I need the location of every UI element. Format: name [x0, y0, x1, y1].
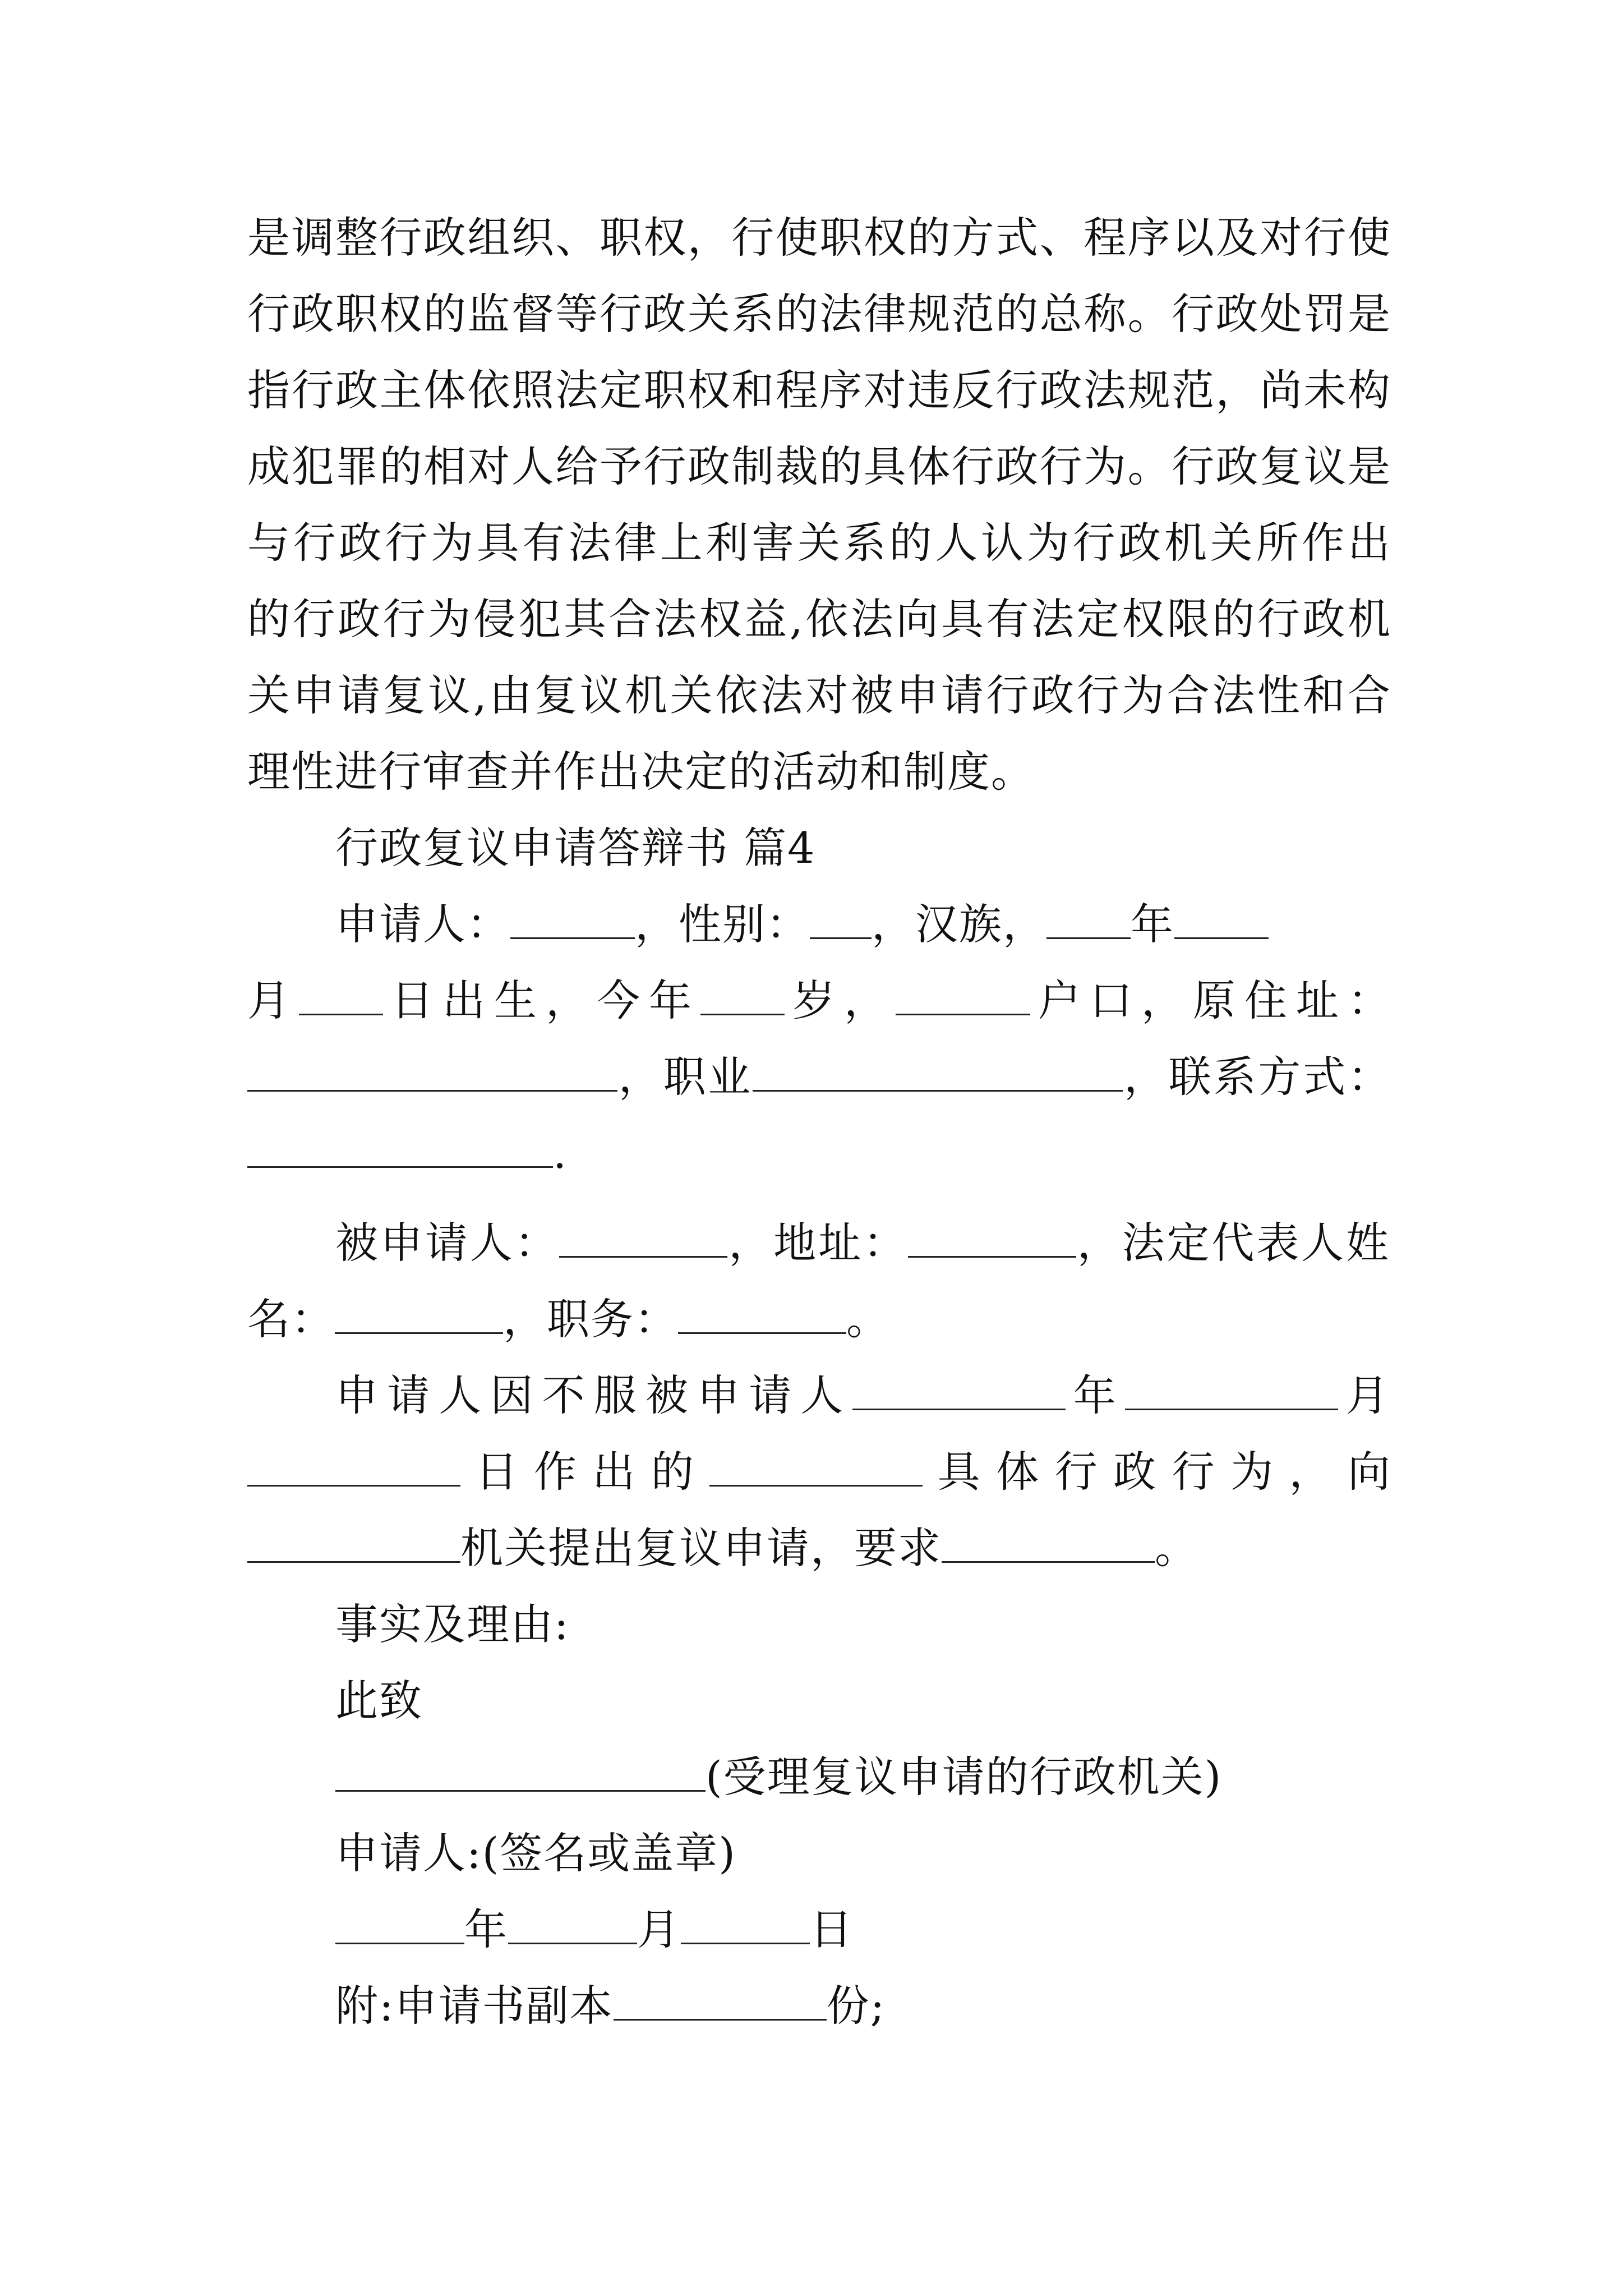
- born-text: 日出生，今年: [383, 976, 700, 1025]
- recipient-blank: [335, 1754, 706, 1792]
- request-demand-blank: [942, 1525, 1155, 1563]
- intro-line-8: 理性进行审查并作出决定的活动和制度。: [247, 747, 1035, 797]
- respondent-end: 。: [846, 1294, 890, 1344]
- age-blank: [700, 978, 785, 1015]
- applicant-line-1: [335, 896, 1390, 953]
- request-agency-blank: [247, 1525, 460, 1563]
- request-day-made: 日作出的: [460, 1447, 710, 1497]
- intro-line-5: 与行政行为具有法律上利害关系的人认为行政机关所作出: [247, 518, 1391, 568]
- respondent-blank: [559, 1220, 727, 1258]
- attachment-copies-blank: [614, 1983, 827, 2021]
- contact-end: .: [553, 1128, 568, 1178]
- respondent-label: 被申请人：: [335, 1218, 560, 1268]
- respondent-line-1: [335, 1215, 1390, 1271]
- request-end: 。: [1155, 1523, 1198, 1573]
- date-year: 年: [464, 1904, 508, 1954]
- salutation: 此致: [335, 1676, 423, 1726]
- attachment-unit: 份;: [826, 1981, 886, 2031]
- birth-month-blank-a: [1174, 901, 1269, 939]
- year-text: 年: [1131, 899, 1174, 949]
- applicant-label: 申请人：: [335, 899, 510, 949]
- request-text-1: 申请人因不服被申请人: [335, 1370, 852, 1420]
- request-act: 具体行政行为，向: [923, 1447, 1392, 1497]
- month-text: 月: [247, 976, 299, 1025]
- ethnic-text: ，汉族，: [872, 899, 1046, 949]
- intro-line-2: 行政职权的监督等行政关系的法律规范的总称。行政处罚是: [247, 289, 1391, 339]
- intro-line-7: 关申请复议,由复议机关依法对被申请行政行为合法性和合: [247, 670, 1391, 720]
- contact-blank: [247, 1130, 553, 1168]
- request-year: 年: [1065, 1370, 1125, 1420]
- gender-blank: [810, 901, 872, 939]
- date-day: 日: [810, 1904, 854, 1954]
- birth-day-blank: [299, 978, 383, 1015]
- intro-line-6: 的行政行为侵犯其合法权益,依法向具有法定权限的行政机: [247, 594, 1391, 644]
- request-line-1: [335, 1368, 1390, 1424]
- respondent-address-blank: [908, 1220, 1076, 1258]
- date-line: [335, 1902, 1390, 1958]
- date-year-blank: [335, 1907, 464, 1944]
- address-blank: [247, 1054, 617, 1092]
- signature-line: 申请人:(签名或盖章): [335, 1828, 736, 1878]
- recipient-note: (受理复议申请的行政机关): [706, 1752, 1223, 1802]
- facts-label: 事实及理由:: [335, 1599, 570, 1649]
- attachment-label: 附:申请书副本: [335, 1981, 614, 2031]
- intro-line-3: 指行政主体依照法定职权和程序对违反行政法规范，尚未构: [247, 365, 1391, 415]
- request-submit: 机关提出复议申请，要求: [460, 1523, 942, 1573]
- recipient-line: [335, 1749, 1390, 1805]
- date-day-blank: [681, 1907, 810, 1944]
- request-month-blank: [1125, 1373, 1338, 1410]
- birth-year-blank: [1046, 901, 1131, 939]
- rep-label-2: 名：: [247, 1294, 335, 1344]
- contact-label: ，联系方式：: [1123, 1052, 1392, 1102]
- household-text: 户口，原住址：: [1030, 976, 1391, 1025]
- respondent-line-2: [247, 1291, 1391, 1347]
- request-month: 月: [1338, 1370, 1390, 1420]
- job-label: ，职业: [617, 1052, 753, 1102]
- date-month: 月: [637, 1904, 681, 1954]
- address-label: ，地址：: [727, 1218, 908, 1268]
- age-text: 岁，: [785, 976, 896, 1025]
- applicant-line-3: [247, 1049, 1391, 1105]
- name-blank: [510, 901, 635, 939]
- applicant-line-2: [247, 973, 1391, 1029]
- section-heading: 行政复议申请答辩书 篇4: [335, 823, 816, 873]
- request-year-blank: [852, 1373, 1066, 1410]
- request-day-blank: [247, 1449, 460, 1487]
- intro-line-1: 是调整行政组织、职权，行使职权的方式、程序以及对行使: [247, 213, 1391, 263]
- request-act-blank: [709, 1449, 923, 1487]
- date-month-blank: [508, 1907, 637, 1944]
- request-line-2: [247, 1444, 1391, 1500]
- job-blank: [753, 1054, 1123, 1092]
- rep-label: ，法定代表人姓: [1076, 1218, 1390, 1268]
- intro-line-4: 成犯罪的相对人给予行政制裁的具体行政行为。行政复议是: [247, 441, 1391, 491]
- position-label: ，职务：: [503, 1294, 678, 1344]
- gender-label: ，性别：: [635, 899, 810, 949]
- applicant-line-4: [247, 1125, 1391, 1181]
- household-blank: [896, 978, 1030, 1015]
- rep-name-blank: [335, 1296, 503, 1334]
- position-blank: [678, 1296, 846, 1334]
- request-line-3: [247, 1520, 1391, 1576]
- attachment-line: [335, 1978, 1390, 2034]
